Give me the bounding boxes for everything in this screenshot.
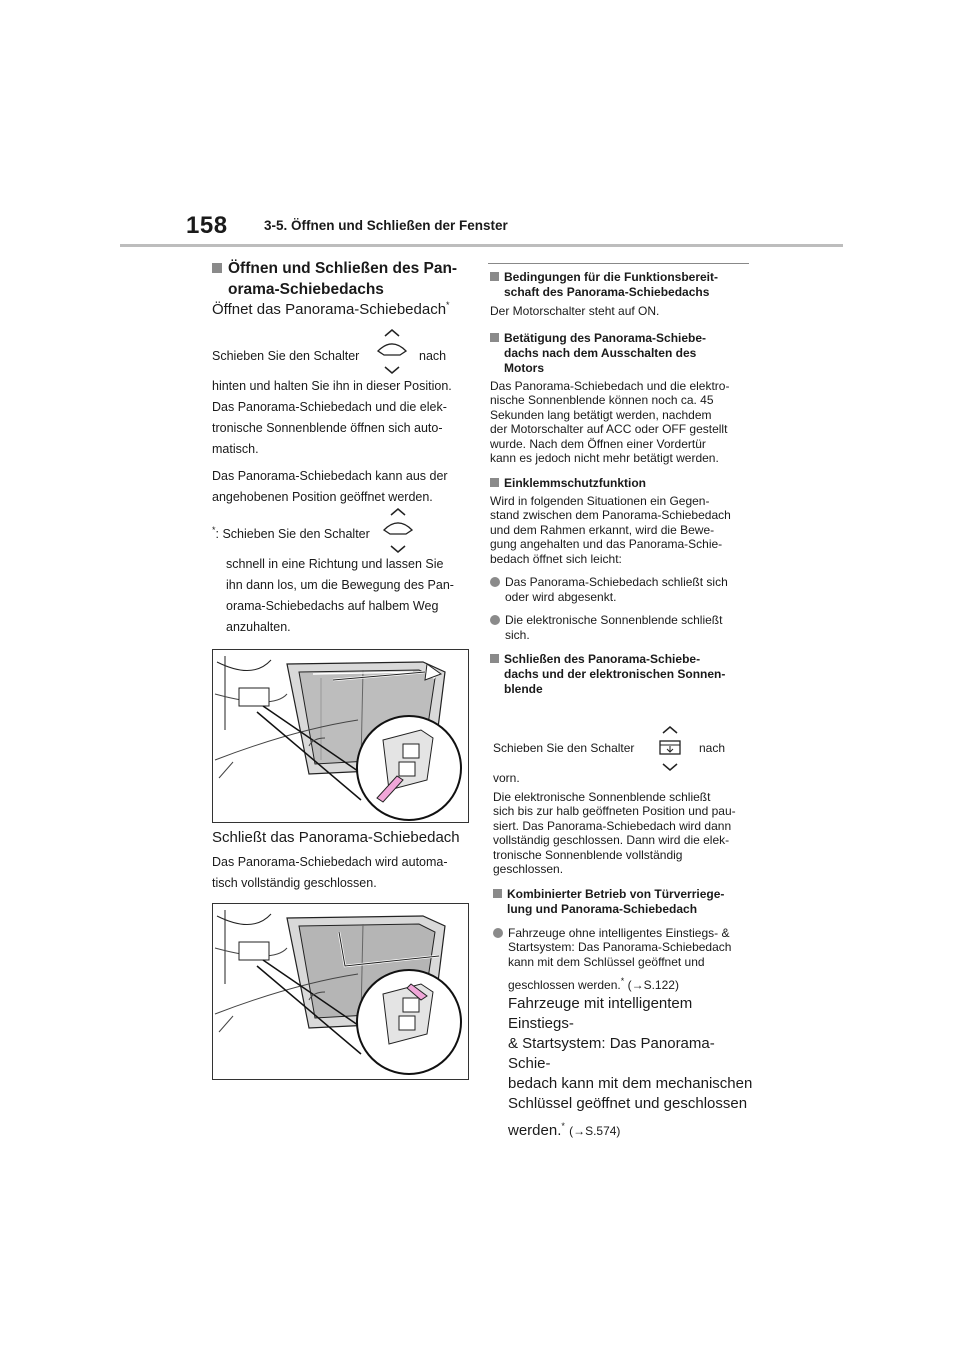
text-line: kann es jedoch nicht mehr betätigt werden.: [490, 451, 719, 465]
bullet-item: [490, 575, 752, 604]
footnote-marker: *: [212, 525, 216, 535]
circle-bullet-icon: [490, 615, 500, 625]
heading-line: schaft des Panorama-Schiebedachs: [504, 285, 710, 299]
page-number: 158: [186, 212, 228, 239]
slide-prefix: Schieben Sie den Schalter: [212, 349, 360, 363]
paragraph-after-engine-off: [490, 379, 752, 466]
figure-open-sunroof: [212, 649, 469, 823]
text-line: bedach kann mit dem mechanischen: [508, 1074, 753, 1092]
heading-line1: Öffnen und Schließen des Pan-: [228, 260, 458, 277]
open-paragraph: [212, 376, 472, 508]
open-title-asterisk: *: [446, 300, 450, 310]
text-line: nische Sonnenblende können noch ca. 45: [490, 393, 714, 407]
text-line: tisch vollständig geschlossen.: [212, 876, 377, 890]
page-reference-link[interactable]: S.574: [585, 1123, 617, 1138]
s4-slide-suffix: nach: [699, 741, 726, 755]
text-line: anzuhalten.: [226, 620, 291, 634]
bullet-item: [490, 613, 752, 642]
sunroof-open-illustration: [213, 650, 468, 822]
text-line: und dem Rahmen erkannt, wird die Bewe-: [490, 522, 715, 537]
sunroof-shade-switch-icon: [652, 724, 688, 772]
square-bullet-icon: [490, 654, 499, 663]
right-column: [490, 270, 752, 697]
sunroof-tilt-switch-icon: [372, 327, 412, 375]
heading-line: Bedingungen für die Funktionsbereit-: [504, 270, 718, 284]
text-line: geschlossen.: [493, 862, 564, 876]
sunroof-tilt-switch-icon: [378, 506, 418, 554]
text-line: matisch.: [212, 442, 259, 456]
text-line: Startsystem: Das Panorama-Schiebedach: [508, 940, 732, 954]
asterisk: *: [620, 976, 625, 986]
text-line: ihn dann los, um die Bewegung des Pan-: [226, 578, 454, 592]
text-line: Das Panorama-Schiebedach und die elek-: [212, 400, 447, 414]
paragraph-close: [493, 771, 755, 877]
heading-line: Motors: [504, 360, 544, 375]
section-title: 3-5. Öffnen und Schließen der Fenster: [264, 218, 508, 233]
heading-line: blende: [504, 682, 543, 696]
text-line: wurde. Nach dem Öffnen einer Vordertür: [490, 436, 706, 451]
column-rule: [488, 263, 749, 264]
circle-bullet-icon: [490, 577, 500, 587]
close-paragraph: [212, 852, 472, 894]
text-fragment: geschlossen werden.: [508, 978, 621, 992]
circle-bullet-icon: [493, 928, 503, 938]
text-line: Die elektronische Sonnenblende schließt: [505, 613, 723, 627]
text-line: sich bis zur halb geöffneten Position und pau-: [493, 804, 736, 818]
text-line: Fahrzeuge ohne intelligentes Einstiegs- &: [508, 925, 730, 940]
footnote-prefix: : Schieben Sie den Schalter: [215, 527, 370, 542]
text-line: vorn.: [493, 771, 520, 785]
figure-close-sunroof: [212, 903, 469, 1080]
text-line: Die elektronische Sonnenblende schließt: [493, 789, 711, 804]
s4-slide-prefix: Schieben Sie den Schalter: [493, 741, 635, 755]
footnote-line: [212, 520, 370, 545]
close-title: Schließt das Panorama-Schiebedach: [212, 829, 460, 846]
arrow-icon: →: [631, 978, 644, 992]
text-line: & Startsystem: Das Panorama-Schie-: [508, 1034, 715, 1072]
heading-line: dachs nach dem Ausschalten des: [504, 345, 697, 360]
text-line: stand zwischen dem Panorama-Schiebedach: [490, 508, 731, 522]
asterisk: *: [561, 1120, 565, 1131]
heading-line: Einklemmschutzfunktion: [504, 475, 647, 490]
heading-line: dachs und der elektronischen Sonnen-: [504, 667, 726, 681]
heading-open-close: [212, 258, 472, 300]
text-line: werden.* (→S.574): [508, 1120, 621, 1139]
square-bullet-icon: [490, 272, 499, 281]
text-line: tronische Sonnenblende vollständig: [493, 847, 683, 862]
square-bullet-icon: [490, 478, 499, 487]
paragraph-jam-protection: [490, 494, 752, 567]
header-rule: [120, 244, 843, 247]
heading-function-conditions: [490, 270, 752, 300]
square-bullet-icon: [212, 263, 222, 273]
text-line: kann mit dem Schlüssel geöffnet und: [508, 954, 705, 969]
text-line: sich.: [505, 627, 530, 642]
text-line: hinten und halten Sie ihn in dieser Position.: [212, 379, 452, 393]
slide-suffix: nach: [419, 349, 447, 363]
text-line: der Motorschalter auf ACC oder OFF gestellt: [490, 422, 728, 436]
page-reference-link[interactable]: S.122: [643, 978, 675, 992]
text-line: vollständig geschlossen. Dann wird die elek-: [493, 833, 730, 847]
square-bullet-icon: [490, 333, 499, 342]
smart-entry-paragraph: [493, 994, 755, 1141]
text-line: orama-Schiebedachs auf halbem Weg: [226, 599, 439, 613]
heading-combined-operation: [493, 887, 755, 917]
text-line: geschlossen werden.* (→S.122): [508, 976, 679, 992]
heading-line: Kombinierter Betrieb von Türverriege-: [507, 886, 725, 901]
text-line: Das Panorama-Schiebedach und die elektro-: [490, 378, 730, 393]
arrow-icon: →: [573, 1123, 586, 1138]
text-line: Schlüssel geöffnet und geschlossen: [508, 1094, 748, 1112]
text-line: angehobenen Position geöffnet werden.: [212, 490, 433, 504]
sunroof-close-illustration: [213, 904, 468, 1079]
text-line: oder wird abgesenkt.: [505, 589, 617, 604]
text-line: Sekunden lang betätigt werden, nachdem: [490, 407, 712, 422]
heading-line2: orama-Schiebedachs: [228, 281, 384, 298]
text-line: gung angehalten und das Panorama-Schie-: [490, 537, 723, 551]
text-line: Das Panorama-Schiebedach wird automa-: [212, 855, 448, 869]
heading-line: Schließen des Panorama-Schiebe-: [504, 652, 701, 666]
text-line: Wird in folgenden Situationen ein Gegen-: [490, 493, 710, 508]
open-title-text: Öffnet das Panorama-Schiebedach: [212, 301, 447, 318]
heading-line: Betätigung des Panorama-Schiebe-: [504, 330, 707, 345]
right-column-lower: [493, 771, 755, 1141]
text-line: Fahrzeuge mit intelligentem Einstiegs-: [508, 994, 693, 1032]
text-line: Das Panorama-Schiebedach kann aus der: [212, 469, 448, 483]
text-fragment: werden.: [508, 1121, 562, 1139]
text-line: Das Panorama-Schiebedach schließt sich: [505, 575, 728, 589]
bullet-item: [493, 926, 755, 993]
text-line: bedach öffnet sich leicht:: [490, 551, 622, 566]
text-line: tronische Sonnenblende öffnen sich auto-: [212, 421, 443, 435]
heading-close-sunroof-shade: [490, 652, 752, 697]
square-bullet-icon: [493, 889, 502, 898]
heading-line: lung und Panorama-Schiebedach: [507, 901, 698, 916]
text-line: Der Motorschalter steht auf ON.: [490, 304, 660, 318]
heading-jam-protection: [490, 476, 752, 491]
open-title: [212, 300, 450, 318]
footnote-body: [226, 554, 476, 638]
heading-after-engine-off: [490, 331, 752, 376]
text-line: schnell in eine Richtung und lassen Sie: [226, 557, 444, 571]
text-line: siert. Das Panorama-Schiebedach wird dann: [493, 818, 732, 833]
